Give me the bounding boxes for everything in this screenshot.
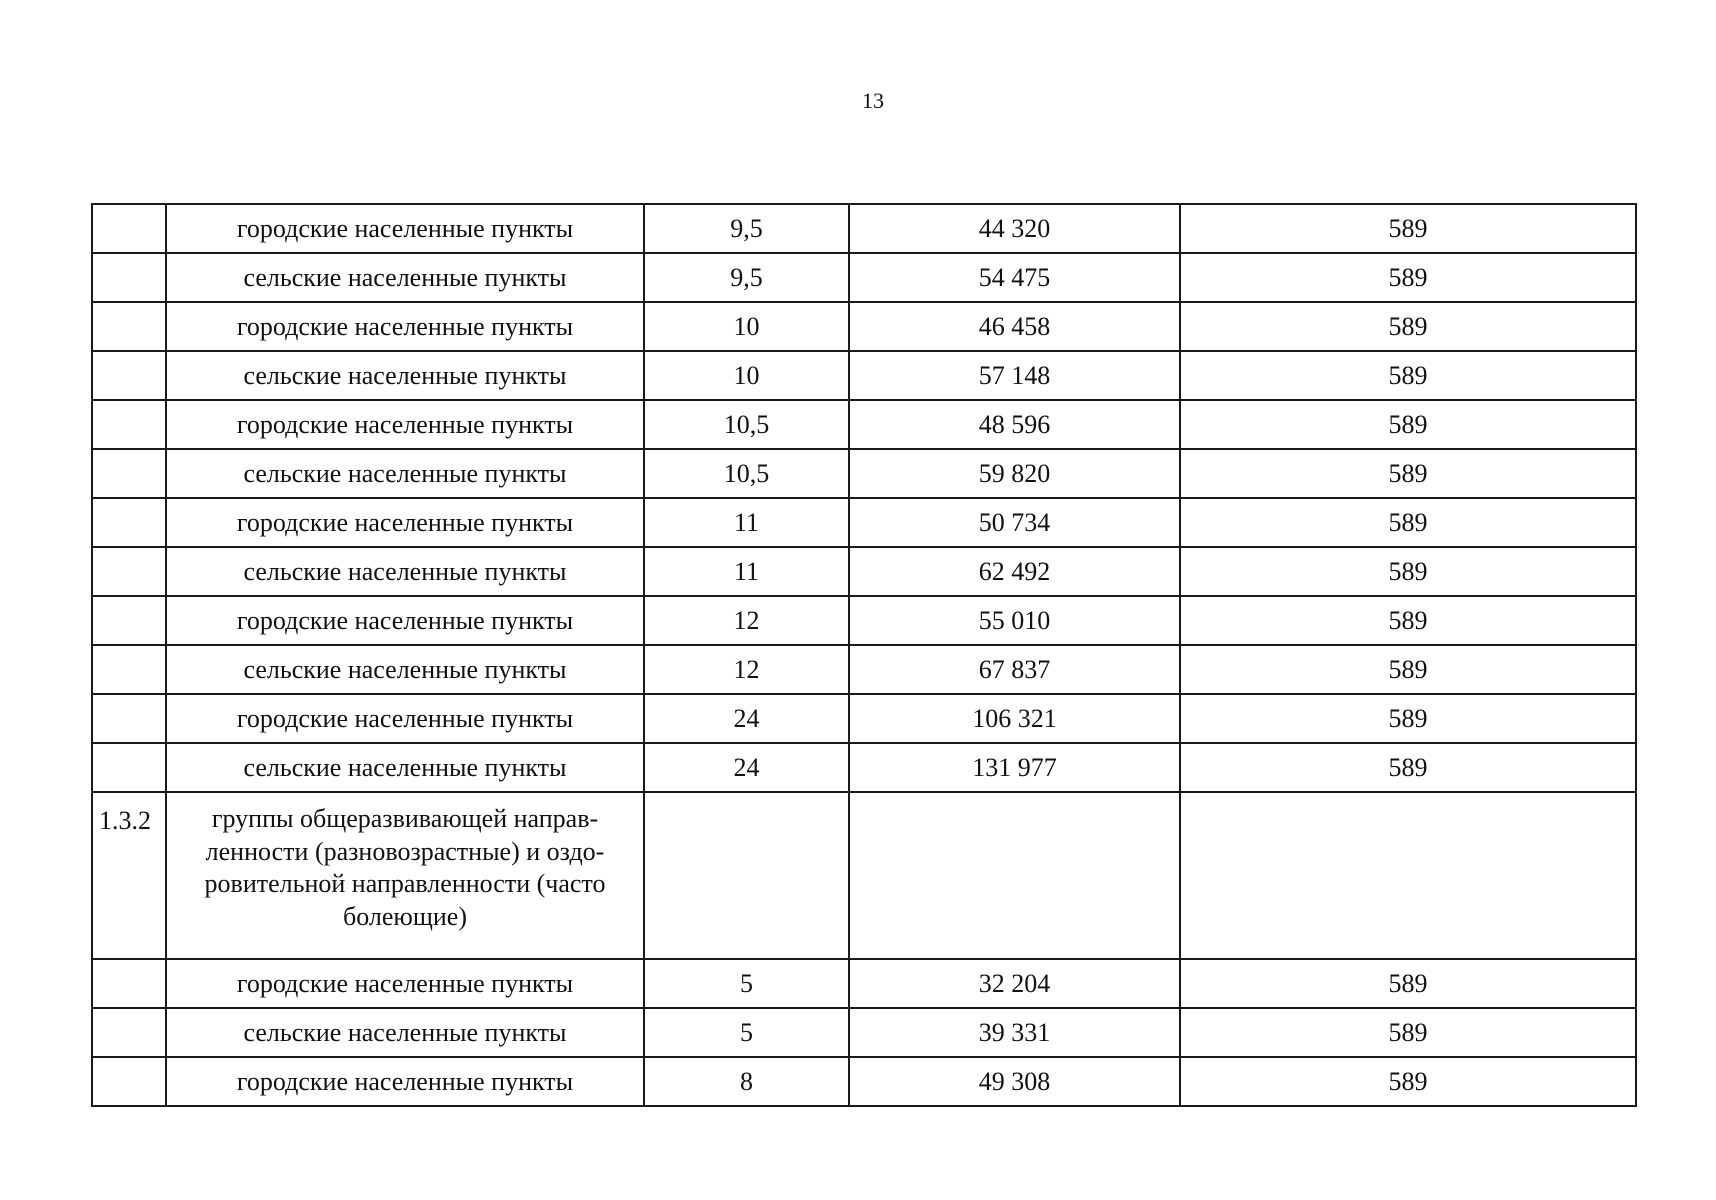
settlement-type-cell: городские населенные пункты [166,400,644,449]
table-row [92,351,1636,400]
settlement-type-cell: городские населенные пункты [166,204,644,253]
settlement-type-cell: сельские населенные пункты [166,645,644,694]
table-row [92,400,1636,449]
row-number-cell [92,449,166,498]
section-hours-cell [644,792,849,959]
hours-cell: 11 [644,547,849,596]
settlement-type-cell: сельские населенные пункты [166,1008,644,1057]
table-row [92,1008,1636,1057]
table-row [92,449,1636,498]
amount-cell: 39 331 [849,1008,1180,1057]
amount-cell: 131 977 [849,743,1180,792]
section-title-line: ленности (разновозрастные) и оздо- [205,836,605,866]
row-number-cell [92,547,166,596]
section-title-line: болеющие) [343,901,467,931]
settlement-type-cell: городские населенные пункты [166,498,644,547]
row-number-cell [92,596,166,645]
hours-cell: 10,5 [644,400,849,449]
amount-cell: 106 321 [849,694,1180,743]
hours-cell: 24 [644,694,849,743]
table-row [92,498,1636,547]
hours-cell: 10 [644,302,849,351]
settlement-type-cell: сельские населенные пункты [166,743,644,792]
settlement-type-cell: сельские населенные пункты [166,253,644,302]
amount-cell: 67 837 [849,645,1180,694]
settlement-type-cell: сельские населенные пункты [166,351,644,400]
hours-cell: 5 [644,959,849,1008]
settlement-type-cell: городские населенные пункты [166,596,644,645]
table-row [92,959,1636,1008]
code-cell: 589 [1180,1008,1636,1057]
settlement-type-cell: сельские населенные пункты [166,449,644,498]
code-cell: 589 [1180,400,1636,449]
table-row [92,547,1636,596]
hours-cell: 10,5 [644,449,849,498]
row-number-cell [92,351,166,400]
code-cell: 589 [1180,204,1636,253]
code-cell: 589 [1180,498,1636,547]
hours-cell: 10 [644,351,849,400]
table-row [92,596,1636,645]
hours-cell: 24 [644,743,849,792]
amount-cell: 49 308 [849,1057,1180,1106]
settlement-type-cell: городские населенные пункты [166,302,644,351]
code-cell: 589 [1180,351,1636,400]
code-cell: 589 [1180,253,1636,302]
amount-cell: 59 820 [849,449,1180,498]
hours-cell: 12 [644,596,849,645]
table-body [92,204,1636,1106]
amount-cell: 57 148 [849,351,1180,400]
section-code-cell [1180,792,1636,959]
code-cell: 589 [1180,302,1636,351]
code-cell: 589 [1180,449,1636,498]
row-number-cell [92,645,166,694]
table-row [92,694,1636,743]
section-amount-cell [849,792,1180,959]
amount-cell: 55 010 [849,596,1180,645]
row-number-cell [92,743,166,792]
hours-cell: 9,5 [644,253,849,302]
row-number-cell [92,1008,166,1057]
table-row [92,645,1636,694]
row-number-cell [92,694,166,743]
amount-cell: 50 734 [849,498,1180,547]
row-number-cell [92,498,166,547]
settlement-type-cell: городские населенные пункты [166,1057,644,1106]
table-row [92,204,1636,253]
amount-cell: 62 492 [849,547,1180,596]
code-cell: 589 [1180,694,1636,743]
hours-cell: 11 [644,498,849,547]
section-number-cell: 1.3.2 [92,792,166,959]
row-number-cell [92,400,166,449]
amount-cell: 44 320 [849,204,1180,253]
settlement-type-cell: городские населенные пункты [166,959,644,1008]
tariff-table [91,203,1637,1107]
hours-cell: 12 [644,645,849,694]
hours-cell: 8 [644,1057,849,1106]
row-number-cell [92,204,166,253]
section-title-cell [166,792,644,959]
code-cell: 589 [1180,547,1636,596]
hours-cell: 5 [644,1008,849,1057]
hours-cell: 9,5 [644,204,849,253]
section-title-line: ровительной направленности (часто [204,869,606,898]
row-number-cell [92,959,166,1008]
code-cell: 589 [1180,596,1636,645]
table-row [92,253,1636,302]
code-cell: 589 [1180,645,1636,694]
table-row [92,743,1636,792]
row-number-cell [92,1057,166,1106]
amount-cell: 54 475 [849,253,1180,302]
settlement-type-cell: городские населенные пункты [166,694,644,743]
code-cell: 589 [1180,743,1636,792]
code-cell: 589 [1180,1057,1636,1106]
table-row [92,1057,1636,1106]
amount-cell: 46 458 [849,302,1180,351]
row-number-cell [92,253,166,302]
code-cell: 589 [1180,959,1636,1008]
amount-cell: 48 596 [849,400,1180,449]
amount-cell: 32 204 [849,959,1180,1008]
settlement-type-cell: сельские населенные пункты [166,547,644,596]
table-row [92,302,1636,351]
section-title-line: группы общеразвивающей направ- [211,804,599,833]
section-header-row [92,792,1636,959]
row-number-cell [92,302,166,351]
page-number: 13 [862,88,884,113]
